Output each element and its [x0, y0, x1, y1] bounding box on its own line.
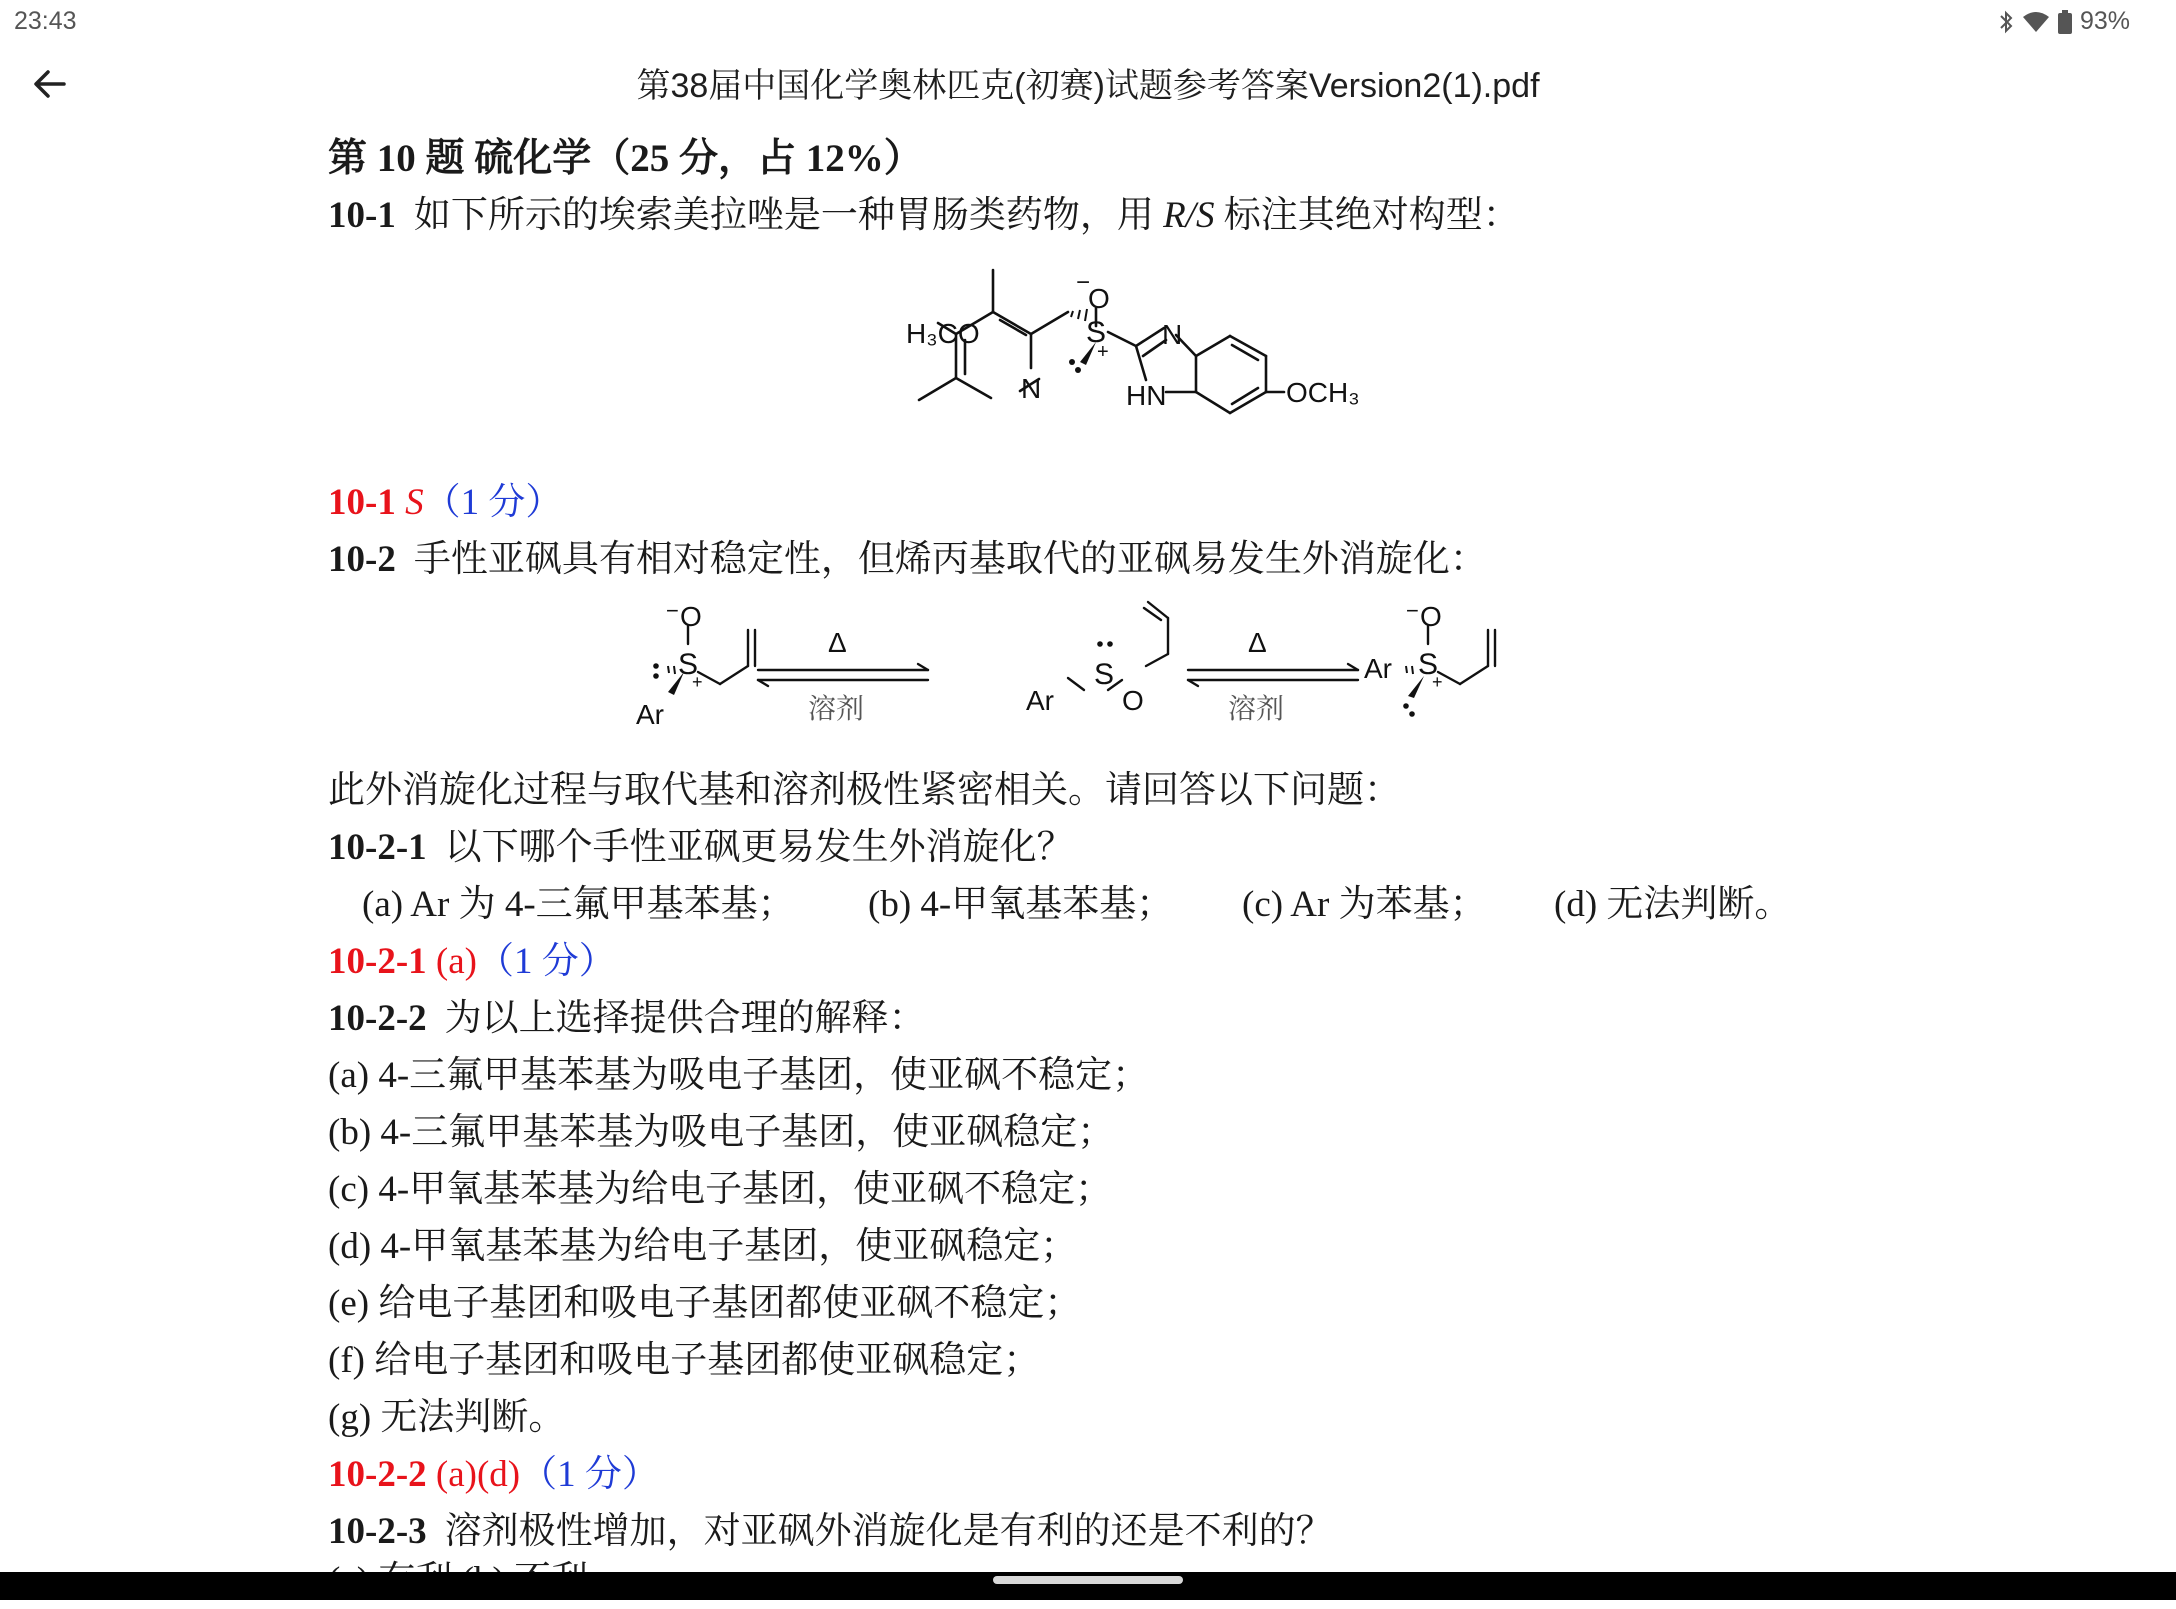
right-sulfur-label: S — [1418, 648, 1439, 681]
question-10-2-2 — [328, 990, 926, 1047]
sulfur-charge: + — [1097, 341, 1109, 363]
answer-10-2-2 — [328, 1446, 659, 1503]
question-text: 溶剂极性增加，对亚砜外消旋化是有利的还是不利的？ — [444, 1511, 1333, 1552]
bluetooth-icon — [1998, 10, 2014, 34]
wifi-icon — [2022, 11, 2050, 33]
delta-label-2: Δ — [1248, 627, 1267, 658]
question-text: 为以上选择提供合理的解释： — [444, 998, 926, 1039]
explanation-option-b: (b) 4-三氟甲基苯基为吸电子基团，使亚砜稳定； — [328, 1112, 1115, 1153]
option-d: (d) 无法判断。 — [1554, 884, 1792, 925]
middle-ar-label: Ar — [1026, 685, 1054, 716]
left-sulfur-charge: + — [692, 672, 703, 692]
question-10-1 — [328, 187, 1520, 244]
rs-notation: R/S — [1163, 195, 1215, 236]
imidazole-nh-label: HN — [1126, 380, 1167, 411]
document-title: 第38届中国化学奥林匹克(初赛)试题参考答案Version2(1).pdf — [636, 67, 1540, 105]
oxygen-charge: − — [1076, 269, 1091, 296]
left-ar-label: Ar — [636, 699, 664, 730]
answer-10-2-1 — [328, 933, 616, 990]
question-number: 10-2-2 — [328, 998, 427, 1039]
answer-score: （1 分） — [520, 1454, 659, 1495]
question-text: 以下哪个手性亚砜更易发生外消旋化？ — [444, 827, 1074, 868]
right-ar-label: Ar — [1364, 653, 1392, 684]
question-number: 10-1 — [328, 195, 396, 236]
middle-sulfur-label: S — [1094, 658, 1115, 691]
left-sulfur-label: S — [678, 648, 699, 681]
explanation-option-a: (a) 4-三氟甲基苯基为吸电子基团，使亚砜不稳定； — [328, 1055, 1150, 1096]
options-10-2-1 — [328, 876, 1848, 933]
question-10-2 — [328, 531, 1487, 588]
status-bar — [0, 0, 2176, 44]
right-sulfur-charge: + — [1432, 672, 1443, 692]
racemization-note: 此外消旋化过程与取代基和溶剂极性紧密相关。请回答以下问题： — [328, 770, 1401, 811]
battery-icon — [2058, 10, 2072, 34]
battery-level: 93% — [2079, 7, 2130, 35]
navigation-bar — [0, 1572, 2176, 1600]
imidazole-n-label: N — [1162, 319, 1183, 350]
question-text-end: 标注其绝对构型： — [1214, 195, 1520, 236]
explanation-option-g: (g) 无法判断。 — [328, 1397, 566, 1438]
question-number: 10-2 — [328, 539, 396, 580]
section-heading: 第 10 题 硫化学（25 分，占 12%） — [328, 137, 923, 180]
explanation-option-c: (c) 4-甲氧基苯基为给电子基团，使亚砜不稳定； — [328, 1169, 1113, 1210]
sulfur-label: S — [1086, 316, 1107, 349]
question-text: 如下所示的埃索美拉唑是一种胃肠类药物，用 — [413, 195, 1164, 236]
answer-number: 10-2-2 — [328, 1454, 436, 1495]
explanation-option-e: (e) 给电子基团和吸电子基团都使亚砜不稳定； — [328, 1283, 1082, 1324]
status-time: 23:43 — [14, 7, 77, 35]
answer-score: （1 分） — [476, 941, 616, 982]
option-b: (b) 4-甲氧基苯基； — [868, 884, 1174, 925]
question-number: 10-2-3 — [328, 1511, 427, 1552]
right-oxygen-charge: − — [1406, 598, 1419, 623]
pyridine-n-label: N — [1021, 373, 1042, 404]
answer-value: S — [405, 482, 424, 523]
answer-score: （1 分） — [423, 482, 563, 523]
right-oxygen-label: O — [1420, 601, 1442, 632]
answer-10-1 — [328, 474, 562, 531]
question-number: 10-2-1 — [328, 827, 427, 868]
left-oxygen-label: O — [680, 601, 702, 632]
question-text: 手性亚砜具有相对稳定性，但烯丙基取代的亚砜易发生外消旋化： — [413, 539, 1487, 580]
oxygen-label: O — [1088, 283, 1110, 314]
methoxy-left-label: H₃CO — [906, 318, 980, 349]
methoxy-right-label: OCH₃ — [1286, 377, 1360, 408]
delta-label-1: Δ — [828, 627, 847, 658]
explanation-option-d: (d) 4-甲氧基苯基为给电子基团，使亚砜稳定； — [328, 1226, 1078, 1267]
answer-value: (a) — [435, 941, 477, 982]
answer-value: (a)(d) — [435, 1454, 521, 1495]
solvent-label-2: 溶剂 — [1228, 693, 1285, 724]
option-c: (c) Ar 为苯基； — [1242, 884, 1487, 925]
racemization-scheme — [628, 600, 1588, 740]
middle-oxygen-label: O — [1122, 685, 1144, 716]
app-bar — [0, 44, 2176, 122]
option-a: (a) Ar 为 4-三氟甲基苯基； — [362, 884, 795, 925]
answer-number: 10-1 — [328, 482, 406, 523]
solvent-label-1: 溶剂 — [808, 693, 865, 724]
explanation-option-f: (f) 给电子基团和吸电子基团都使亚砜稳定； — [328, 1340, 1041, 1381]
status-icons — [1998, 7, 2130, 36]
question-10-2-1 — [328, 819, 1074, 876]
answer-number: 10-2-1 — [328, 941, 436, 982]
left-oxygen-charge: − — [666, 598, 679, 623]
home-gesture-handle[interactable] — [993, 1576, 1183, 1584]
